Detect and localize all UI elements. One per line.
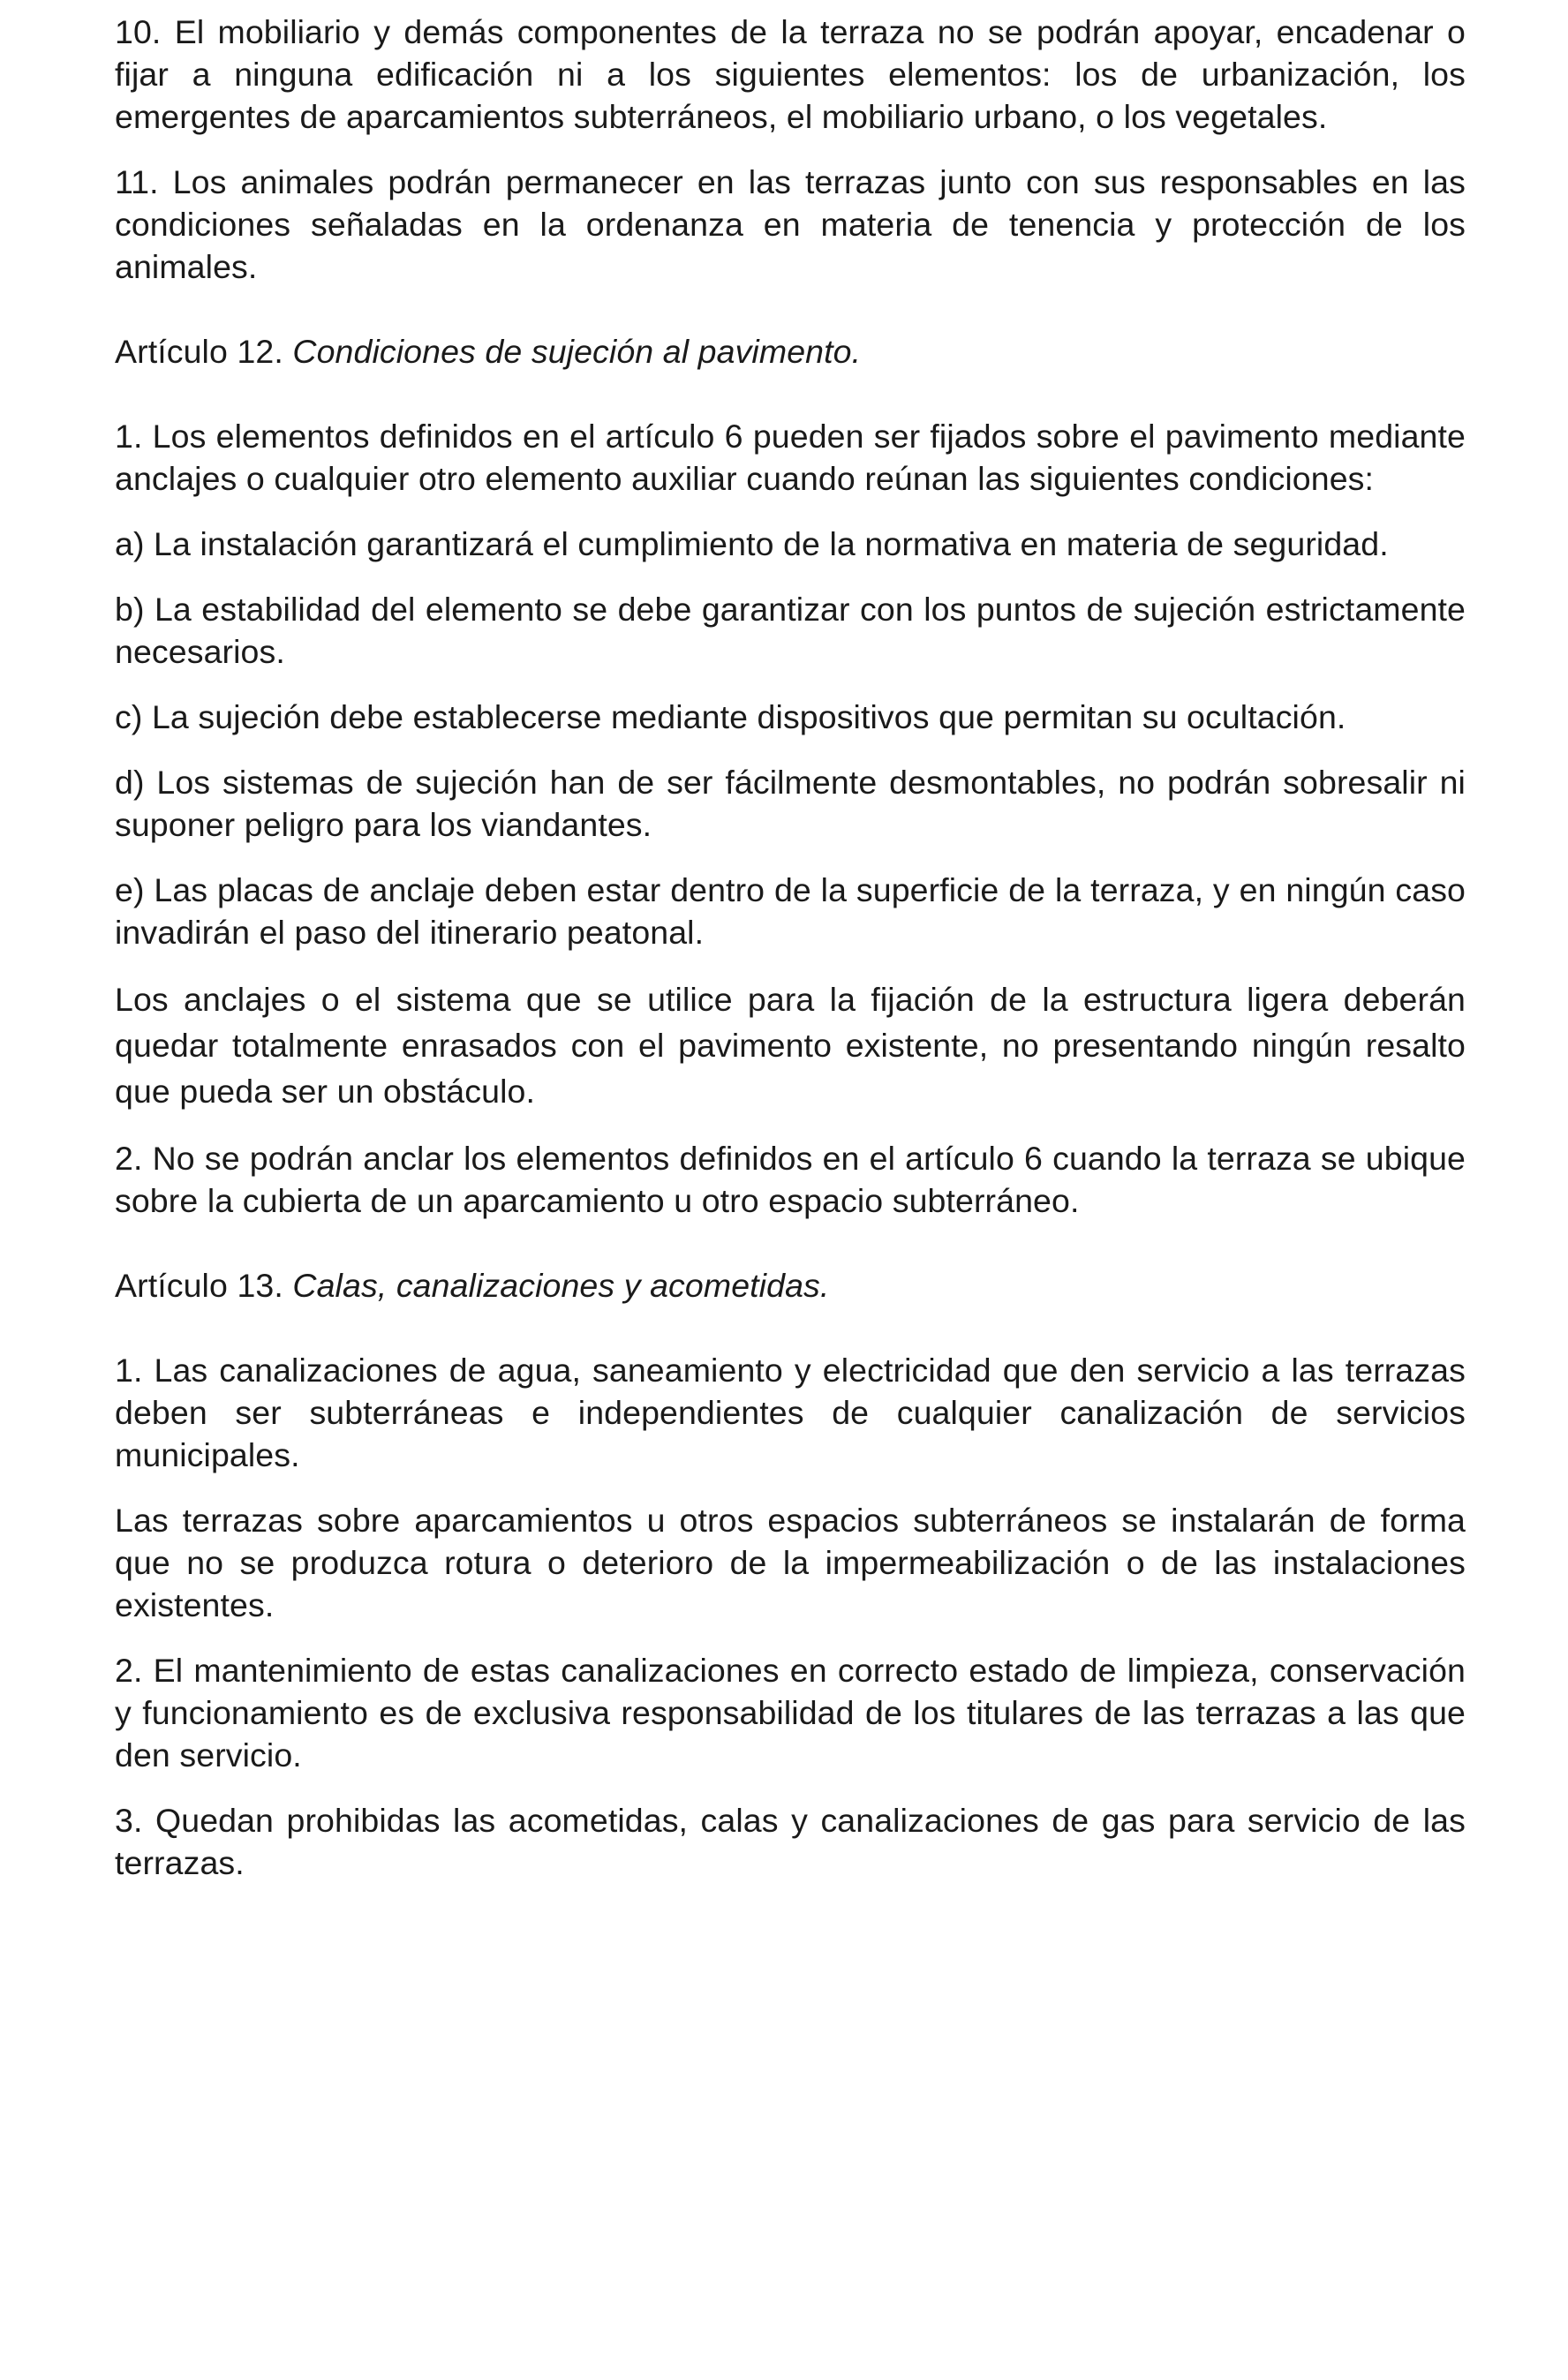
article-12-anchors-paragraph: Los anclajes o el sistema que se utilice para la fijación de la estructura ligera deberán quedar totalmente enrasados con el pavimento existente, no presentando ningún resalto que pueda ser un obstáculo. xyxy=(115,981,1466,1110)
article-12-item-a: a) La instalación garantizará el cumplimiento de la normativa en materia de seguridad. xyxy=(115,525,1389,562)
article-12-item-c: c) La sujeción debe establecerse mediante dispositivos que permitan su ocultación. xyxy=(115,698,1346,735)
article-12-paragraph-2: 2. No se podrán anclar los elementos definidos en el artículo 6 cuando la terraza se ubique sobre la cubierta de un aparcamiento u otro espacio subterráneo. xyxy=(115,1140,1466,1219)
article-12-item-e: e) Las placas de anclaje deben estar dentro de la superficie de la terraza, y en ningún caso invadirán el paso del itinerario peatonal. xyxy=(115,871,1466,951)
paragraph-10: 10. El mobiliario y demás componentes de la terraza no se podrán apoyar, encadenar o fijar a ninguna edificación ni a los siguientes elementos: los de urbanización, los emergentes de aparcamientos subterráneos, el mobiliario urbano, o los vegetales. xyxy=(115,13,1466,135)
article-12-item-b: b) La estabilidad del elemento se debe garantizar con los puntos de sujeción estrictamente necesarios. xyxy=(115,591,1466,670)
article-12-title: Condiciones de sujeción al pavimento. xyxy=(292,333,862,370)
document-page xyxy=(115,11,1466,1907)
article-13-title: Calas, canalizaciones y acometidas. xyxy=(292,1267,830,1304)
article-12-heading xyxy=(115,330,1466,373)
article-12-item-d: d) Los sistemas de sujeción han de ser fácilmente desmontables, no podrán sobresalir ni suponer peligro para los viandantes. xyxy=(115,764,1466,843)
article-12-number: Artículo 12. xyxy=(115,333,283,370)
article-13-underground-paragraph: Las terrazas sobre aparcamientos u otros espacios subterráneos se instalarán de forma que no se produzca rotura o deterioro de la impermeabilización o de las instalaciones existentes. xyxy=(115,1502,1466,1623)
paragraph-11: 11. Los animales podrán permanecer en las terrazas junto con sus responsables en las condiciones señaladas en la ordenanza en materia de tenencia y protección de los animales. xyxy=(115,163,1466,285)
article-13-heading xyxy=(115,1264,1466,1307)
article-13-number: Artículo 13. xyxy=(115,1267,283,1304)
article-13-paragraph-2: 2. El mantenimiento de estas canalizaciones en correcto estado de limpieza, conservación y funcionamiento es de exclusiva responsabilidad de los titulares de las terrazas a las que den servicio. xyxy=(115,1652,1466,1774)
article-12-paragraph-1: 1. Los elementos definidos en el artículo 6 pueden ser fijados sobre el pavimento mediante anclajes o cualquier otro elemento auxiliar cuando reúnan las siguientes condiciones: xyxy=(115,418,1466,497)
article-13-paragraph-1: 1. Las canalizaciones de agua, saneamiento y electricidad que den servicio a las terrazas deben ser subterráneas e independientes de cualquier canalización de servicios municipales. xyxy=(115,1352,1466,1473)
article-13-paragraph-3: 3. Quedan prohibidas las acometidas, calas y canalizaciones de gas para servicio de las terrazas. xyxy=(115,1802,1466,1881)
